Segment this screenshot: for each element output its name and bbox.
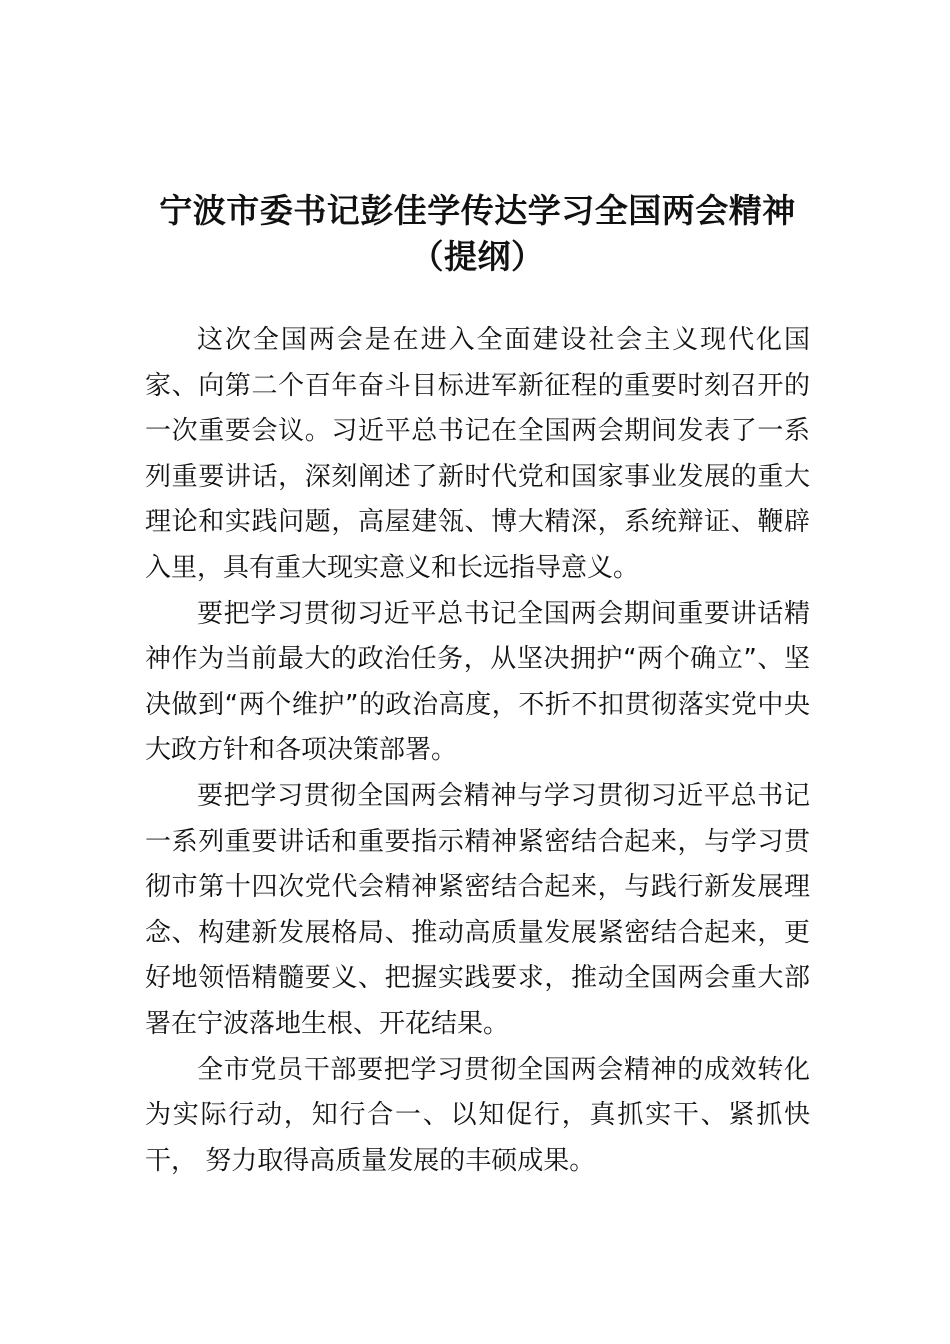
paragraph-3: 要把学习贯彻全国两会精神与学习贯彻习近平总书记一系列重要讲话和重要指示精神紧密结合起来，与学习贯彻市第十四次党代会精神紧密结合起来，与践行新发展理念、构建新发展格局、推动高质量发展紧密结合起来，更好地领悟精髓要义、把握实践要求，推动全国两会重大部署在宁波落地生根、开花结果。	[145, 780, 810, 1039]
document-body	[145, 318, 810, 1184]
document-title: 宁波市委书记彭佳学传达学习全国两会精神（提纲）	[159, 191, 796, 276]
paragraph-2: 要把学习贯彻习近平总书记全国两会期间重要讲话精神作为当前最大的政治任务，从坚决拥护“两个确立”、坚决做到“两个维护”的政治高度，不折不扣贯彻落实党中央大政方针和各项决策部署。	[145, 598, 810, 766]
paragraph-1: 这次全国两会是在进入全面建设社会主义现代化国家、向第二个百年奋斗目标进军新征程的重要时刻召开的一次重要会议。习近平总书记在全国两会期间发表了一系列重要讲话，深刻阐述了新时代党和国家事业发展的重大理论和实践问题，高屋建瓴、博大精深，系统辩证、鞭辟入里，具有重大现实意义和长远指导意义。	[145, 325, 810, 583]
paragraph-4: 全市党员干部要把学习贯彻全国两会精神的成效转化为实际行动，知行合一、以知促行，真抓实干、紧抓快干， 努力取得高质量发展的丰硕成果。	[145, 1054, 810, 1176]
